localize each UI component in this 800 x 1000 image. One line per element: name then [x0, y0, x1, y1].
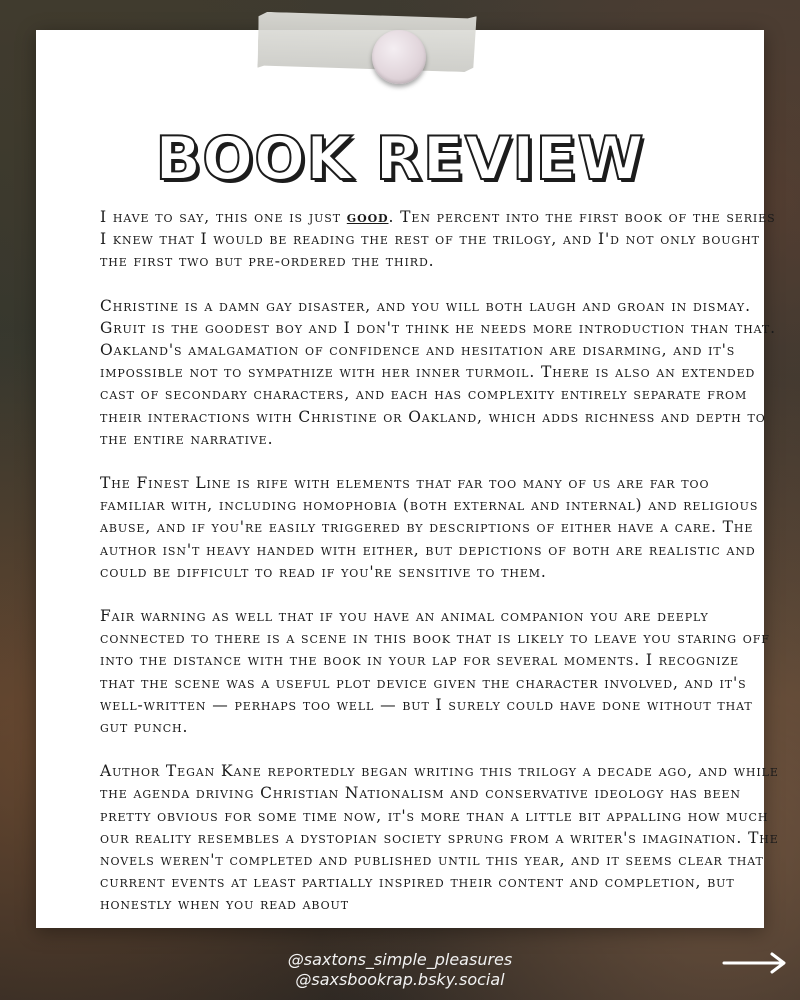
paragraph-5: Author Tegan Kane reportedly began writing this trilogy a decade ago, and while the agenda driving Christian Nationalism and conservative ideology has been pretty obvious for some time now, it's more than a little bit appalling how much our reality resembles a dystopian society sprung from a writer's imagination. The novels weren't completed and published until this year, and it seems clear that current events at least partially inspired their content and completion, but honestly when you read about [100, 762, 779, 914]
bluesky-handle[interactable]: @saxsbookrap.bsky.social [295, 970, 505, 989]
pushpin-icon [372, 30, 426, 84]
review-card [36, 30, 779, 928]
social-handles [0, 950, 800, 990]
paragraph-1 [100, 206, 780, 273]
page-title: BOOK REVIEW [155, 124, 645, 194]
paragraph-1-start: I have to say, this one is just [100, 208, 347, 226]
tape-strip [257, 12, 476, 73]
paragraph-1-end: . Ten percent into the first book of the series I knew that I would be reading the rest of the trilogy, and I'd not only bought the first two but pre-ordered the third. [100, 208, 776, 271]
paragraph-4: Fair warning as well that if you have an animal companion you are deeply connected to there is a scene in this book that is likely to leave you staring off into the distance with the book in your lap for several moments. I recognize that the scene was a useful plot device given the character involved, and it's well-written — perhaps too well — but I surely could have done without that gut punch. [100, 607, 770, 737]
emphasis-good: good [346, 207, 389, 226]
paragraph-2: Christine is a damn gay disaster, and you will both laugh and groan in dismay. Gruit is the goodest boy and I don't think he needs more introduction than that. Oakland's amalgamation of confidence and hesitation are disarming, and it's impossible not to sympathize with her inner turmoil. There is also an extended cast of secondary characters, and each has complexity entirely separate from their interactions with Christine or Oakland, which adds richness and depth to the entire narrative. [100, 296, 776, 448]
paragraph-3: The Finest Line is rife with elements that far too many of us are far too familiar with, including homophobia (both external and internal) and religious abuse, and if you're easily triggered by descriptions of either have a care. The author isn't heavy handed with either, but depictions of both are realistic and could be difficult to read if you're sensitive to them. [100, 474, 759, 581]
instagram-handle[interactable]: @saxtons_simple_pleasures [287, 950, 513, 969]
review-body [100, 206, 780, 938]
arrow-right-icon[interactable] [722, 952, 788, 974]
